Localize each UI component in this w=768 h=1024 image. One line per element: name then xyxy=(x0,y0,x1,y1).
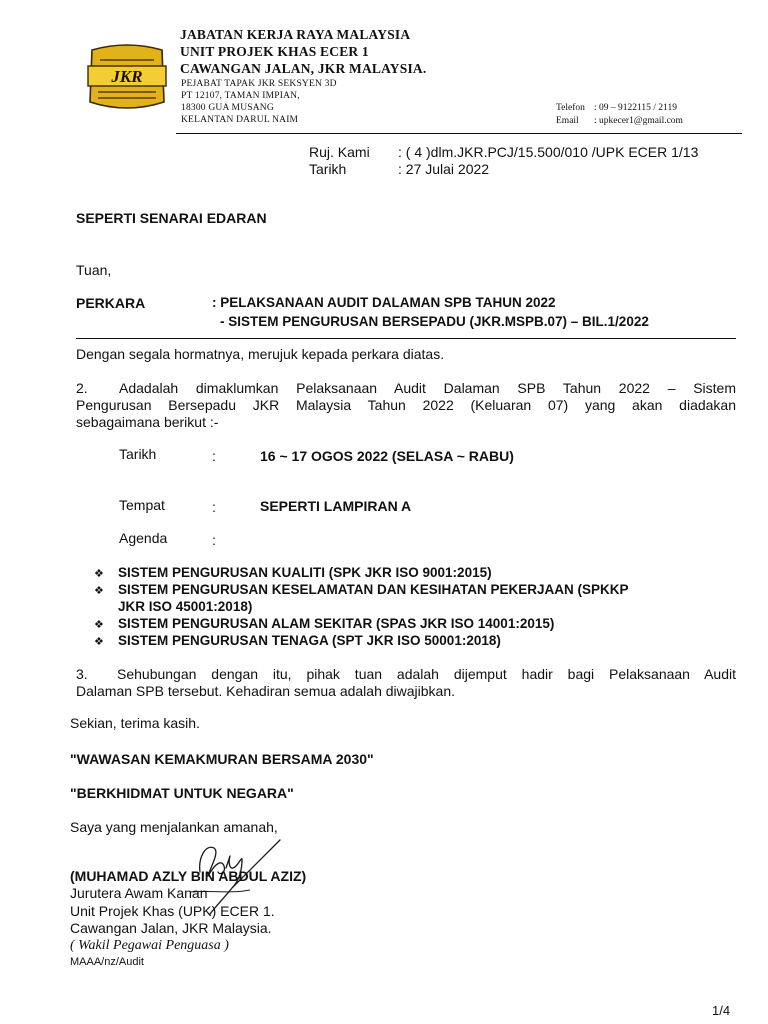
bullet-icon: ❖ xyxy=(94,568,104,580)
para2-first-line: Adadalah dimaklumkan Pelaksanaan Audit Dalaman SPB Tahun 2022 – Sistem xyxy=(119,380,736,396)
agenda-item-continuation: JKR ISO 45001:2018) xyxy=(118,599,253,614)
telefon-line xyxy=(556,103,677,113)
subject-label: PERKARA xyxy=(76,295,146,311)
para3-first-line: Sehubungan dengan itu, pihak tuan adalah dijemput hadir bagi Pelaksanaan Audit xyxy=(117,666,736,682)
motto-wawasan: "WAWASAN KEMAKMURAN BERSAMA 2030" xyxy=(70,751,374,767)
letterhead-divider xyxy=(176,133,742,134)
email-line xyxy=(556,116,683,126)
detail-tarikh-colon: : xyxy=(212,448,216,464)
signatory-unit: Unit Projek Khas (UPK) ECER 1. xyxy=(70,903,275,919)
email-label: Email xyxy=(556,116,579,126)
para2-second-line: Pengurusan Bersepadu JKR Malaysia Tahun 2022 (Keluaran 07) yang akan diadakan xyxy=(76,397,736,413)
ruj-label: Ruj. Kami xyxy=(309,144,370,160)
agenda-item: ❖ SISTEM PENGURUSAN KUALITI (SPK JKR ISO 9001:2015) xyxy=(94,565,492,580)
detail-tarikh-label: Tarikh xyxy=(119,446,157,462)
org-name-line: JABATAN KERJA RAYA MALAYSIA xyxy=(180,27,411,42)
detail-tempat-value: SEPERTI LAMPIRAN A xyxy=(260,498,412,514)
detail-tempat-label: Tempat xyxy=(119,497,165,513)
page-number: 1/4 xyxy=(712,1003,731,1018)
recipient: SEPERTI SENARAI EDARAN xyxy=(76,210,267,226)
signatory-branch: Cawangan Jalan, JKR Malaysia. xyxy=(70,920,272,936)
telefon-label: Telefon xyxy=(556,103,585,113)
detail-tarikh-value: 16 ~ 17 OGOS 2022 (SELASA ~ RABU) xyxy=(260,448,514,464)
address-line: 18300 GUA MUSANG xyxy=(181,103,274,113)
bullet-icon: ❖ xyxy=(94,619,104,631)
logo-text: JKR xyxy=(111,67,143,86)
para3-number: 3. xyxy=(76,666,88,682)
document-reference: MAAA/nz/Audit xyxy=(70,956,144,968)
detail-tempat-colon: : xyxy=(212,499,216,515)
org-unit-line: UNIT PROJEK KHAS ECER 1 xyxy=(180,44,369,59)
tarikh-value: : 27 Julai 2022 xyxy=(398,161,490,177)
bullet-icon: ❖ xyxy=(94,636,104,648)
ruj-value: : ( 4 )dlm.JKR.PCJ/15.500/010 /UPK ECER 1/13 xyxy=(398,144,699,160)
address-line: KELANTAN DARUL NAIM xyxy=(181,115,299,125)
salutation: Tuan, xyxy=(76,262,112,278)
jkr-logo xyxy=(84,40,170,116)
subject-divider xyxy=(76,338,736,339)
org-branch-line: CAWANGAN JALAN, JKR MALAYSIA. xyxy=(180,61,427,76)
para3-last-line: Dalaman SPB tersebut. Kehadiran semua adalah diwajibkan. xyxy=(76,683,456,699)
agenda-item: ❖ SISTEM PENGURUSAN KESELAMATAN DAN KESIHATAN PEKERJAAN (SPKKP xyxy=(94,582,629,597)
detail-agenda-label: Agenda xyxy=(119,530,168,546)
signatory-title: Jurutera Awam Kanan xyxy=(70,885,208,901)
motto-berkhidmat: "BERKHIDMAT UNTUK NEGARA" xyxy=(70,785,294,801)
signatory-name: (MUHAMAD AZLY BIN ABDUL AZIZ) xyxy=(70,868,307,884)
bullet-icon: ❖ xyxy=(94,585,104,597)
signatory-role: ( Wakil Pegawai Penguasa ) xyxy=(70,938,229,953)
detail-agenda-colon: : xyxy=(212,532,216,548)
agenda-item: ❖ SISTEM PENGURUSAN TENAGA (SPT JKR ISO 50001:2018) xyxy=(94,633,501,648)
address-line: PT 12107, TAMAN IMPIAN, xyxy=(181,91,300,101)
telefon-value: : 09 – 9122115 / 2119 xyxy=(594,103,677,113)
agenda-item: ❖ SISTEM PENGURUSAN ALAM SEKITAR (SPAS JKR ISO 14001:2015) xyxy=(94,616,555,631)
tarikh-label: Tarikh xyxy=(309,161,347,177)
subject-line-2: - SISTEM PENGURUSAN BERSEPADU (JKR.MSPB.07) – BIL.1/2022 xyxy=(220,314,649,329)
sign-off: Saya yang menjalankan amanah, xyxy=(70,819,278,835)
email-value: : upkecer1@gmail.com xyxy=(594,116,683,126)
opening-sentence: Dengan segala hormatnya, merujuk kepada perkara diatas. xyxy=(76,346,445,362)
para2-last-line: sebagaimana berikut :- xyxy=(76,414,219,430)
closing: Sekian, terima kasih. xyxy=(70,715,200,731)
subject-line-1: : PELAKSANAAN AUDIT DALAMAN SPB TAHUN 2022 xyxy=(212,295,556,310)
para2-number: 2. xyxy=(76,380,88,396)
address-line: PEJABAT TAPAK JKR SEKSYEN 3D xyxy=(181,79,337,89)
